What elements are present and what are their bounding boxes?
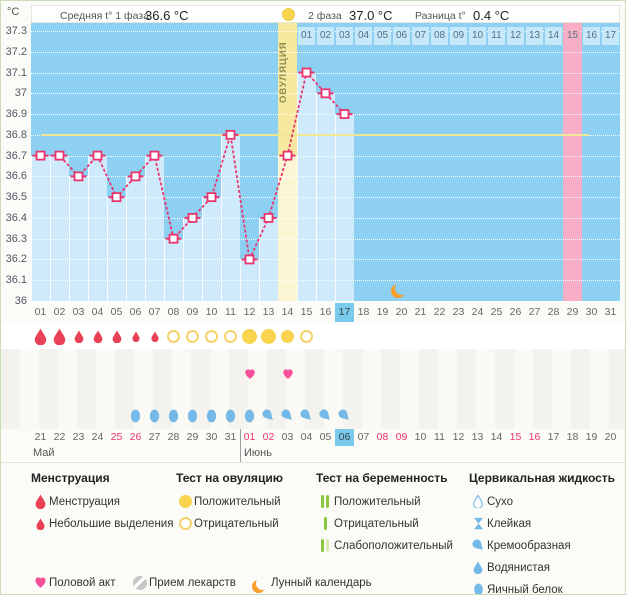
cervical-fluid-icon	[320, 409, 331, 422]
legend-section	[176, 471, 283, 538]
chart-column-fill	[145, 156, 164, 301]
menstruation-drop-icon	[53, 328, 66, 345]
ovulation-test-icon	[242, 329, 257, 344]
calendar-date-cell[interactable]: 17	[547, 431, 560, 443]
y-tick-label: 36.3	[5, 232, 27, 245]
ovulation-test-icon	[205, 330, 218, 343]
drop-outline-icon	[473, 495, 483, 508]
weak-positive-pregnancy-test-icon	[321, 539, 329, 552]
calendar-date-cell[interactable]: 29	[186, 431, 199, 443]
cervical-fluid-icon	[301, 409, 312, 422]
drop-icon	[53, 328, 66, 345]
cycle-day-cell[interactable]: 30	[585, 306, 598, 318]
calendar-date-cell[interactable]: 06	[335, 429, 354, 446]
calendar-date-cell[interactable]: 13	[471, 431, 484, 443]
dpo-cell: 16	[583, 27, 600, 45]
y-tick-label: 36.2	[5, 253, 27, 266]
creamy-icon	[279, 407, 296, 424]
eggwhite-icon	[149, 409, 160, 423]
cycle-day-cell[interactable]: 17	[335, 303, 354, 322]
calendar-date-cell[interactable]: 22	[53, 431, 66, 443]
oval-icon	[473, 583, 484, 595]
eggwhite-icon	[168, 409, 179, 423]
negative-ovulation-test-icon	[179, 517, 192, 530]
dpo-cell: 10	[469, 27, 486, 45]
drop-red-small-icon	[36, 518, 45, 530]
cycle-day-cell[interactable]: 22	[433, 306, 446, 318]
dpo-cell: 11	[488, 27, 505, 45]
calendar-date-cell[interactable]: 21	[34, 431, 47, 443]
avg-phase2-label: 2 фаза	[308, 10, 342, 22]
y-tick-label: 37.1	[5, 66, 27, 79]
calendar-date-cell[interactable]: 09	[395, 431, 408, 443]
eggwhite-icon	[130, 409, 141, 423]
legend-item-label: Отрицательный	[194, 517, 279, 530]
cycle-day-cell[interactable]: 03	[72, 306, 85, 318]
drop-icon	[34, 328, 47, 345]
drop-icon	[93, 330, 103, 343]
cycle-day-cell[interactable]: 28	[547, 306, 560, 318]
gridline	[31, 259, 620, 260]
coverline	[41, 134, 589, 136]
legend-item-icon	[469, 517, 487, 530]
y-tick-label: 36.7	[5, 149, 27, 162]
legend-item-label: Положительный	[334, 495, 421, 508]
medication-row	[1, 387, 626, 403]
ovulation-test-icon	[224, 330, 237, 343]
legend-item	[469, 538, 615, 553]
legend-section-title: Менструация	[31, 471, 110, 485]
calendar-date-cell[interactable]: 15	[509, 431, 522, 443]
gridline	[31, 114, 620, 115]
y-tick-label: 36.5	[5, 191, 27, 204]
cycle-day-cell[interactable]: 24	[471, 306, 484, 318]
cycle-day-cell[interactable]: 12	[243, 306, 256, 318]
cervical-fluid-icon	[339, 409, 350, 422]
calendar-date-cell[interactable]: 25	[110, 431, 123, 443]
legend-item-label: Менструация	[49, 495, 120, 508]
calendar-date-cell[interactable]: 11	[434, 431, 445, 443]
calendar-date-cell[interactable]: 14	[490, 431, 503, 443]
gridline	[31, 156, 620, 157]
dpo-cell: 08	[431, 27, 448, 45]
y-tick-label: 37	[14, 87, 27, 100]
creamy-icon	[298, 407, 315, 424]
legend-item-label: Яичный белок	[487, 583, 563, 595]
intercourse-heart-icon	[33, 576, 48, 591]
drop-icon	[132, 331, 140, 342]
legend-item-icon	[31, 518, 49, 530]
ovulation-test-icon	[261, 329, 276, 344]
calendar-date-cell[interactable]: 30	[205, 431, 218, 443]
intercourse-heart-icon	[281, 368, 295, 382]
watery-drop-icon	[473, 561, 483, 574]
legend-item	[176, 494, 283, 509]
legend-item-label: Слабоположительный	[334, 539, 453, 552]
dpo-cell: 09	[450, 27, 467, 45]
ovulation-indicator-icon	[282, 8, 295, 21]
cycle-day-cell[interactable]: 14	[281, 306, 294, 318]
eggwhite-icon	[187, 409, 198, 423]
y-tick-label: 37.2	[5, 45, 27, 58]
legend-item	[469, 560, 615, 575]
gridline	[31, 239, 620, 240]
legend-section-title: Тест на овуляцию	[176, 471, 283, 485]
cycle-day-cell[interactable]: 11	[225, 306, 236, 318]
cycle-day-cell[interactable]: 10	[205, 306, 218, 318]
calendar-date-cell[interactable]: 23	[72, 431, 85, 443]
legend-item	[469, 516, 615, 531]
legend-item	[316, 494, 453, 509]
spotting-drop-icon	[36, 518, 45, 530]
calendar-date-cell[interactable]: 08	[376, 431, 389, 443]
legend-item	[316, 538, 453, 553]
hourglass-icon	[473, 517, 484, 530]
calendar-date-cell[interactable]: 10	[414, 431, 427, 443]
y-tick-label: 36	[14, 294, 27, 307]
calendar-date-cell[interactable]: 12	[452, 431, 465, 443]
calendar-date-cell[interactable]: 05	[319, 431, 332, 443]
cervical-fluid-icon	[282, 409, 293, 422]
month-label: Май	[33, 447, 55, 459]
legend-section-title: Цервикальная жидкость	[469, 471, 616, 485]
comma-icon	[473, 539, 484, 552]
calendar-date-cell[interactable]: 16	[528, 431, 541, 443]
calendar-date-cell[interactable]: 28	[167, 431, 180, 443]
chart-column-fill	[297, 73, 316, 301]
gridline	[31, 52, 620, 53]
legend-item-label: Положительный	[194, 495, 281, 508]
cycle-day-cell[interactable]: 04	[91, 306, 104, 318]
positive-pregnancy-test-icon	[321, 495, 329, 508]
events-band	[1, 349, 626, 429]
medication-icon	[133, 576, 147, 590]
dpo-cell: 15	[564, 27, 581, 45]
legend-item-icon	[176, 495, 194, 508]
legend-section	[469, 471, 615, 595]
ovulation-column-fill	[278, 156, 297, 301]
cervical-fluid-icon	[225, 409, 236, 423]
eggwhite-icon	[244, 409, 255, 423]
drop-icon	[112, 330, 122, 343]
heart-icon	[281, 368, 295, 382]
phase-summary-header	[31, 5, 620, 23]
avg-phase2-value: 37.0 °C	[349, 8, 393, 23]
legend-item	[316, 516, 453, 531]
calendar-date-cell[interactable]: 18	[566, 431, 579, 443]
dpo-cell: 02	[317, 27, 334, 45]
legend-item-icon	[469, 495, 487, 508]
lunar-calendar-icon	[395, 281, 409, 295]
cycle-day-cell[interactable]: 25	[490, 306, 503, 318]
cervical-fluid-icon	[168, 409, 179, 423]
chart-column-fill	[164, 239, 183, 301]
cycle-day-cell[interactable]: 19	[376, 306, 389, 318]
creamy-icon	[260, 407, 277, 424]
menstruation-drop-icon	[132, 331, 140, 342]
ovulation-test-icon	[186, 330, 199, 343]
y-tick-label: 36.4	[5, 211, 27, 224]
cycle-day-cell[interactable]: 05	[110, 306, 123, 318]
cervical-fluid-icon	[187, 409, 198, 423]
y-axis-unit-label: °C	[7, 6, 20, 18]
ovulation-test-icon	[300, 330, 313, 343]
gridline	[31, 73, 620, 74]
month-label: Июнь	[244, 447, 272, 459]
legend-section	[316, 471, 453, 560]
y-tick-label: 37.3	[5, 25, 27, 37]
cycle-day-cell[interactable]: 07	[148, 306, 161, 318]
cycle-day-cell[interactable]: 06	[129, 306, 142, 318]
dpo-cell: 03	[336, 27, 353, 45]
legend-footer-item	[253, 575, 372, 591]
dpo-cell: 07	[412, 27, 429, 45]
legend-item-label: Половой акт	[49, 577, 116, 589]
cycle-day-cell[interactable]: 18	[357, 306, 370, 318]
cervical-fluid-icon	[130, 409, 141, 423]
cycle-day-cell[interactable]: 27	[528, 306, 541, 318]
cycle-day-cell[interactable]: 23	[452, 306, 465, 318]
drop-icon	[74, 330, 84, 343]
intercourse-heart-icon	[243, 368, 257, 382]
cycle-day-cell[interactable]: 13	[262, 306, 275, 318]
cycle-day-cell[interactable]: 31	[604, 306, 617, 318]
menstruation-drop-icon	[35, 494, 46, 509]
sticky-hourglass-icon	[473, 517, 484, 530]
y-tick-label: 36.1	[5, 274, 27, 287]
pregnancy-test-row	[1, 349, 626, 363]
legend-item	[31, 494, 173, 509]
lunar-calendar-icon	[256, 577, 269, 590]
menstruation-drop-icon	[34, 328, 47, 345]
y-tick-label: 36.8	[5, 128, 27, 141]
legend-item	[469, 494, 615, 509]
creamy-comma-icon	[470, 537, 487, 554]
dpo-cell: 05	[374, 27, 391, 45]
avg-phase1-label: Средняя t° 1 фаза	[60, 10, 150, 22]
eggwhite-icon	[206, 409, 217, 423]
legend-item	[469, 582, 615, 595]
calendar-date-cell[interactable]: 26	[129, 431, 142, 443]
calendar-date-cell[interactable]: 02	[262, 431, 275, 443]
legend-item-icon	[31, 576, 49, 591]
cycle-day-cell[interactable]: 02	[53, 306, 66, 318]
dpo-cell: 12	[507, 27, 524, 45]
menstruation-drop-icon	[112, 330, 122, 343]
legend-item-icon	[316, 495, 334, 508]
legend-item-label: Лунный календарь	[271, 577, 372, 589]
menstruation-drop-icon	[151, 331, 159, 342]
gridline	[31, 93, 620, 94]
cervical-fluid-icon	[263, 409, 274, 422]
cervical-fluid-icon	[244, 409, 255, 423]
creamy-icon	[317, 407, 334, 424]
ovulation-test-icon	[281, 330, 294, 343]
legend-item-icon	[316, 539, 334, 552]
legend-item-label: Отрицательный	[334, 517, 419, 530]
menstruation-drop-icon	[74, 330, 84, 343]
temp-diff-value: 0.4 °C	[473, 8, 510, 23]
dpo-cell: 06	[393, 27, 410, 45]
legend-item-icon	[469, 561, 487, 574]
cycle-day-cell[interactable]: 09	[186, 306, 199, 318]
drop-icon	[151, 331, 159, 342]
dpo-cell: 04	[355, 27, 372, 45]
legend-item-icon	[176, 517, 194, 530]
cycle-day-cell[interactable]: 15	[300, 306, 313, 318]
gridline	[31, 197, 620, 198]
ovulation-label: ОВУЛЯЦИЯ	[278, 41, 289, 103]
dpo-cell: 17	[602, 27, 619, 45]
legend-item-label: Кремообразная	[487, 539, 571, 552]
legend-item-icon	[31, 494, 49, 509]
cycle-day-cell[interactable]: 21	[414, 306, 427, 318]
cycle-day-cell[interactable]: 29	[566, 306, 579, 318]
cycle-day-cell[interactable]: 01	[34, 306, 47, 318]
menstruation-drop-icon	[93, 330, 103, 343]
cycle-day-cell[interactable]: 26	[509, 306, 522, 318]
cycle-days-row	[31, 303, 620, 322]
legend-item	[176, 516, 283, 531]
dry-drop-icon	[473, 495, 483, 508]
legend-item-label: Клейкая	[487, 517, 532, 530]
legend-item-icon	[469, 583, 487, 595]
legend-footer-item	[131, 575, 236, 591]
legend-item-label: Сухо	[487, 495, 514, 508]
legend-section	[31, 471, 173, 538]
chart-column-fill	[88, 156, 107, 301]
chart-column-fill	[335, 114, 354, 301]
legend-item-label: Прием лекарств	[149, 577, 236, 589]
y-tick-label: 36.6	[5, 170, 27, 183]
intercourse-row	[1, 363, 626, 387]
cervical-fluid-row	[1, 403, 626, 429]
calendar-date-cell[interactable]: 03	[281, 431, 294, 443]
heart-icon	[243, 368, 257, 382]
cycle-day-cell[interactable]: 20	[395, 306, 408, 318]
drop-red-large-icon	[35, 494, 46, 509]
calendar-date-cell[interactable]: 31	[224, 431, 237, 443]
chart-plot	[31, 23, 620, 301]
chart-column-fill	[202, 197, 221, 301]
legend-item-label: Небольшие выделения	[49, 517, 174, 530]
legend-item-icon	[131, 576, 149, 590]
menstruation-ovulation-row	[1, 323, 626, 349]
gridline	[31, 280, 620, 281]
chart-column-fill	[31, 156, 50, 301]
calendar-date-cell[interactable]: 04	[300, 431, 313, 443]
legend-item-icon	[253, 577, 271, 590]
chart-column-fill	[107, 197, 126, 301]
calendar-dates-row	[31, 429, 620, 446]
negative-pregnancy-test-icon	[324, 517, 327, 530]
months-row	[1, 446, 626, 462]
calendar-date-cell[interactable]: 24	[91, 431, 104, 443]
eggwhite-oval-icon	[473, 583, 484, 595]
dpo-cell: 14	[545, 27, 562, 45]
heart-icon	[33, 576, 48, 591]
legend-item-label: Водянистая	[487, 561, 551, 574]
calendar-date-cell[interactable]: 20	[604, 431, 617, 443]
dpo-cell: 13	[526, 27, 543, 45]
avg-phase1-value: 36.6 °C	[145, 8, 189, 23]
legend-item	[31, 516, 173, 531]
creamy-icon	[336, 407, 353, 424]
cycle-day-cell[interactable]: 16	[319, 306, 332, 318]
chart-column-fill	[50, 156, 69, 301]
gridline	[31, 176, 620, 177]
legend-section-title: Тест на беременность	[316, 471, 448, 485]
divider	[1, 462, 626, 463]
legend-item-icon	[316, 517, 334, 530]
temp-diff-label: Разница t°	[415, 10, 466, 22]
y-tick-label: 36.9	[5, 108, 27, 121]
drop-blue-icon	[473, 561, 483, 574]
calendar-date-cell[interactable]: 07	[357, 431, 370, 443]
gridline	[31, 218, 620, 219]
calendar-date-cell[interactable]: 27	[148, 431, 161, 443]
legend-footer-item	[31, 575, 115, 591]
eggwhite-icon	[225, 409, 236, 423]
positive-ovulation-test-icon	[179, 495, 192, 508]
calendar-date-cell[interactable]: 19	[585, 431, 598, 443]
cycle-day-cell[interactable]: 08	[167, 306, 180, 318]
cervical-fluid-icon	[149, 409, 160, 423]
dpo-cell: 01	[298, 27, 315, 45]
legend-item-icon	[469, 539, 487, 552]
ovulation-test-icon	[167, 330, 180, 343]
cervical-fluid-icon	[206, 409, 217, 423]
calendar-date-cell[interactable]: 01	[243, 431, 256, 443]
